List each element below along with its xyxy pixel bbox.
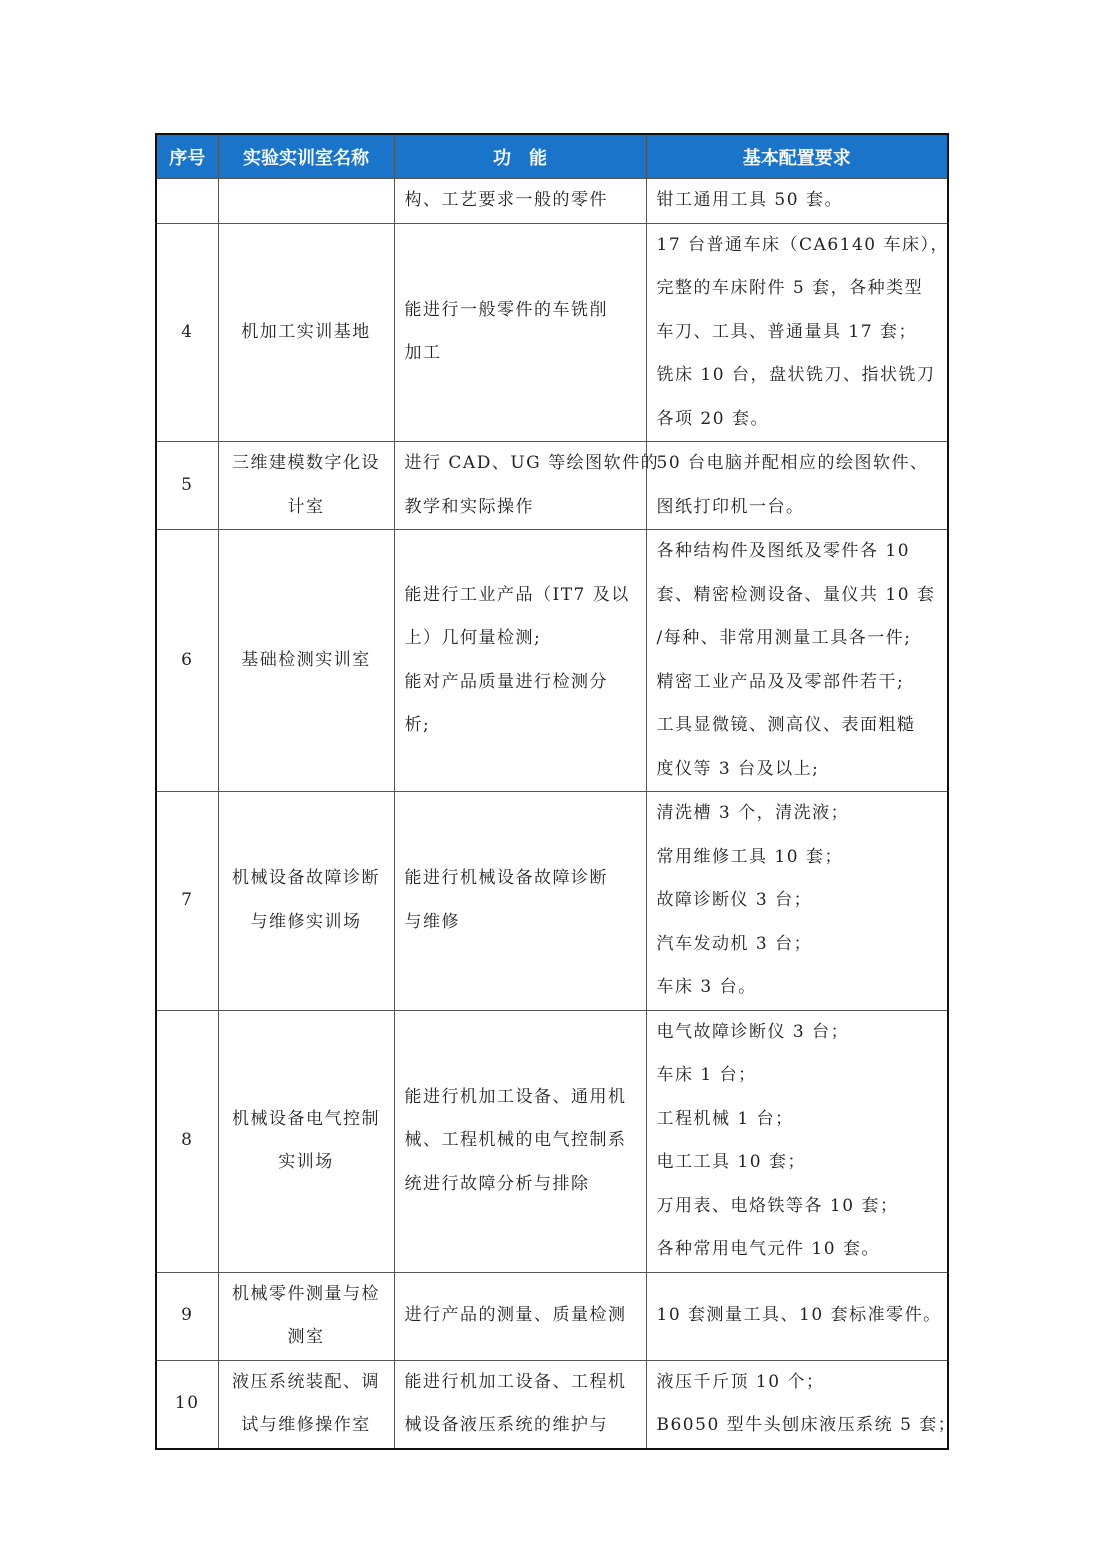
function-cell-line: 械设备液压系统的维护与 <box>404 1415 608 1435</box>
room-name-cell-line: 三维建模数字化设 <box>232 453 380 473</box>
row-number: 10 <box>156 1360 218 1449</box>
table-row <box>156 1010 948 1272</box>
requirements-cell-line: 10 套测量工具、10 套标准零件。 <box>656 1305 942 1326</box>
row-number: 8 <box>156 1010 218 1272</box>
requirements-cell <box>646 223 948 442</box>
room-name-cell-line: 计室 <box>287 496 325 517</box>
room-name-cell-line: 基础检测实训室 <box>241 649 371 670</box>
function-cell-line: 构、工艺要求一般的零件 <box>404 190 608 210</box>
table-row <box>156 792 948 1011</box>
requirements-cell-line: 各项 20 套。 <box>656 408 769 429</box>
requirements-cell <box>646 1010 948 1272</box>
room-name-cell <box>218 1010 394 1272</box>
requirements-cell <box>646 1360 957 1449</box>
row-number: 6 <box>156 530 218 792</box>
function-cell-line: 械、工程机械的电气控制系 <box>404 1130 627 1151</box>
room-name-cell <box>218 792 394 1011</box>
requirements-cell-line: B6050 型牛头刨床液压系统 5 套； <box>656 1415 957 1435</box>
table-row <box>156 1272 948 1360</box>
header-requirements: 基本配置要求 <box>646 134 948 179</box>
table-row <box>156 442 948 530</box>
requirements-cell-line: /每种、非常用测量工具各一件; <box>656 628 912 648</box>
requirements-cell-line: 电气故障诊断仪 3 台； <box>656 1021 850 1042</box>
requirements-cell-line: 万用表、电烙铁等各 10 套； <box>656 1195 899 1216</box>
requirements-cell-line: 度仪等 3 台及以上; <box>656 758 820 779</box>
function-cell-line: 能进行机加工设备、工程机 <box>404 1371 627 1392</box>
requirements-cell-line: 工具显微镜、测高仪、表面粗糙 <box>656 715 916 735</box>
requirements-cell-line: 电工工具 10 套； <box>656 1152 806 1172</box>
row-number <box>156 179 218 224</box>
requirements-cell <box>646 530 948 792</box>
function-cell <box>394 530 646 792</box>
requirements-cell-line: 各种常用电气元件 10 套。 <box>656 1239 880 1259</box>
row-number: 5 <box>156 442 218 530</box>
room-name-cell-line: 试与维修操作室 <box>241 1415 371 1435</box>
function-cell-line: 进行 CAD、UG 等绘图软件的 <box>404 453 660 473</box>
room-name-cell-line: 液压系统装配、调 <box>232 1371 380 1392</box>
header-no: 序号 <box>156 134 218 179</box>
requirements-cell-line: 铣床 10 台，盘状铣刀、指状铣刀 <box>656 365 936 385</box>
function-cell-line: 教学和实际操作 <box>404 496 534 517</box>
room-name-cell-line: 实训场 <box>278 1152 334 1172</box>
function-cell-line: 进行产品的测量、质量检测 <box>404 1305 627 1326</box>
function-cell-line: 统进行故障分析与排除 <box>404 1173 590 1194</box>
function-cell-line: 能进行机加工设备、通用机 <box>404 1086 627 1107</box>
room-name-cell-line: 机加工实训基地 <box>241 321 371 342</box>
room-name-cell-line: 机械设备故障诊断 <box>232 868 380 889</box>
requirements-cell-line: 车刀、工具、普通量具 17 套； <box>656 321 917 342</box>
room-name-cell-line: 测室 <box>287 1327 325 1347</box>
room-name-cell <box>218 179 394 224</box>
requirements-cell-line: 17 台普通车床（CA6140 车床）， <box>656 234 949 255</box>
table-row <box>156 1360 948 1449</box>
requirements-cell-line: 各种结构件及图纸及零件各 10 <box>656 541 911 561</box>
requirements-cell <box>646 1272 948 1360</box>
function-cell <box>394 1010 646 1272</box>
requirements-cell-line: 清洗槽 3 个，清洗液； <box>656 803 850 823</box>
table-header-row <box>156 134 948 179</box>
requirements-cell <box>646 179 948 224</box>
table-body <box>156 179 957 1449</box>
row-number: 9 <box>156 1272 218 1360</box>
requirements-cell-line: 常用维修工具 10 套； <box>656 846 843 867</box>
function-cell <box>394 179 646 224</box>
requirements-cell <box>646 792 948 1011</box>
table-row <box>156 223 948 442</box>
room-name-cell-line: 与维修实训场 <box>250 911 362 932</box>
table-row <box>156 179 948 224</box>
requirements-cell-line: 工程机械 1 台； <box>656 1108 794 1129</box>
room-name-cell <box>218 1272 394 1360</box>
function-cell <box>394 1272 646 1360</box>
function-cell-line: 加工 <box>404 343 442 364</box>
room-name-cell <box>218 1360 394 1449</box>
function-cell-line: 析; <box>404 715 431 735</box>
equipment-table <box>155 133 957 1450</box>
function-cell-line: 能对产品质量进行检测分 <box>404 671 608 692</box>
function-cell <box>394 442 660 530</box>
requirements-cell-line: 汽车发动机 3 台； <box>656 933 813 954</box>
requirements-cell-line: 故障诊断仪 3 台； <box>656 890 813 910</box>
table-row <box>156 530 948 792</box>
requirements-cell-line: 车床 1 台； <box>656 1065 757 1085</box>
row-number: 4 <box>156 223 218 442</box>
function-cell <box>394 792 646 1011</box>
function-cell <box>394 1360 646 1449</box>
requirements-cell-line: 钳工通用工具 50 套。 <box>656 190 843 210</box>
header-name: 实验实训室名称 <box>218 134 394 179</box>
function-cell-line: 上）几何量检测; <box>404 628 542 648</box>
function-cell-line: 能进行工业产品（IT7 及以 <box>404 584 630 605</box>
requirements-cell-line: 完整的车床附件 5 套，各种类型 <box>656 278 924 298</box>
requirements-cell-line: 套、精密检测设备、量仪共 10 套 <box>656 584 936 605</box>
function-cell <box>394 223 646 442</box>
room-name-cell-line: 机械设备电气控制 <box>232 1108 380 1129</box>
requirements-cell-line: 精密工业产品及及零部件若干; <box>656 671 905 692</box>
requirements-cell <box>646 442 948 530</box>
room-name-cell <box>218 442 394 530</box>
requirements-cell-line: 液压千斤顶 10 个； <box>656 1371 825 1392</box>
requirements-cell-line: 50 台电脑并配相应的绘图软件、 <box>656 453 929 473</box>
function-cell-line: 能进行机械设备故障诊断 <box>404 868 608 889</box>
row-number: 7 <box>156 792 218 1011</box>
function-cell-line: 与维修 <box>404 911 460 932</box>
requirements-cell-line: 图纸打印机一台。 <box>656 496 805 517</box>
header-function: 功 能 <box>394 134 646 179</box>
room-name-cell-line: 机械零件测量与检 <box>232 1283 380 1304</box>
requirements-cell-line: 车床 3 台。 <box>656 977 757 997</box>
room-name-cell <box>218 530 394 792</box>
room-name-cell <box>218 223 394 442</box>
function-cell-line: 能进行一般零件的车铣削 <box>404 299 608 320</box>
